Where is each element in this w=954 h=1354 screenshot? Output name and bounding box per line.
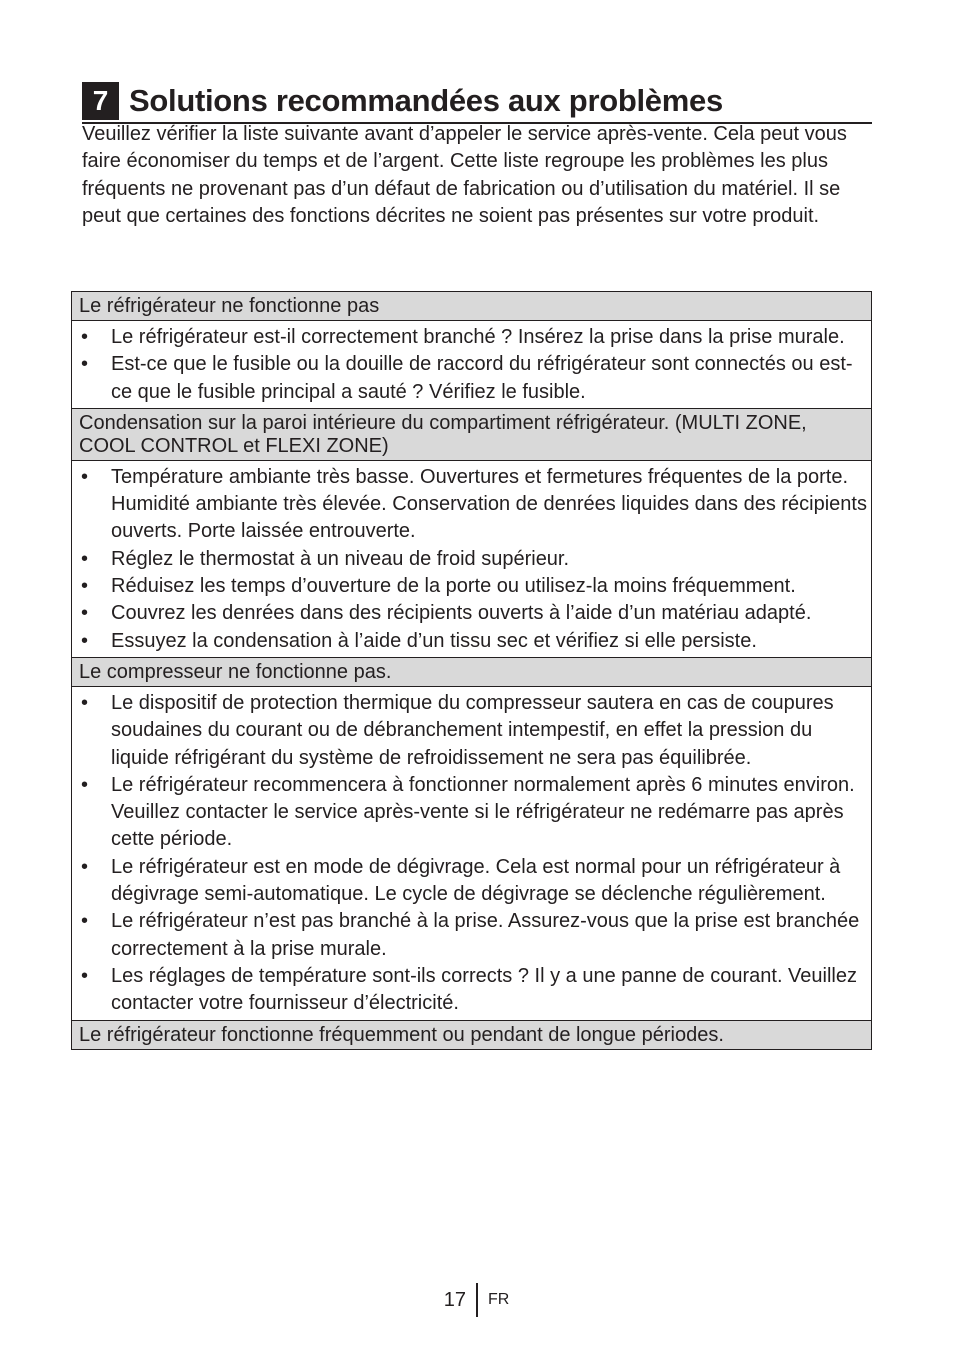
item-text: Température ambiante très basse. Ouvertures et fermetures fréquentes de la porte. Humidité ambiante très élevée. Conservation de denrées liquides dans des récipients ouverts. Porte laissée entrouverte. bbox=[111, 465, 867, 543]
item-text: Le réfrigérateur n’est pas branché à la prise. Assurez-vous que la prise est branchée correctement à la prise murale. bbox=[111, 910, 860, 960]
item-text: Le dispositif de protection thermique du compresseur sautera en cas de coupures soudaines du courant ou de débranchement intempestif, en effet la pression du liquide réfrigérant du système de refroidissement ne sera pas équilibrée. bbox=[111, 691, 834, 769]
section-header: Le réfrigérateur fonctionne fréquemment ou pendant de longue périodes. bbox=[72, 1021, 871, 1050]
bullet: • bbox=[81, 575, 89, 598]
list-item bbox=[72, 854, 871, 909]
footer-divider bbox=[476, 1283, 478, 1317]
item-text: Essuyez la condensation à l’aide d’un tissu sec et vérifiez si elle persiste. bbox=[111, 629, 757, 652]
page-footer bbox=[0, 1283, 954, 1317]
item-text: Le réfrigérateur est-il correctement branché ? Insérez la prise dans la prise murale. bbox=[111, 326, 845, 348]
item-text: Le réfrigérateur est en mode de dégivrage. Cela est normal pour un réfrigérateur à dégivrage semi-automatique. Le cycle de dégivrage se déclenche régulièrement. bbox=[111, 855, 841, 906]
list-item bbox=[72, 546, 871, 573]
item-text: Réduisez les temps d’ouverture de la porte ou utilisez-la moins fréquemment. bbox=[111, 575, 796, 598]
language-code: FR bbox=[488, 1291, 510, 1308]
bullet: • bbox=[81, 910, 89, 933]
bullet: • bbox=[81, 465, 89, 488]
list-item bbox=[72, 573, 871, 600]
list-item bbox=[72, 963, 871, 1018]
bullet: • bbox=[81, 353, 89, 376]
section-header: Le réfrigérateur ne fonctionne pas bbox=[72, 292, 871, 321]
list-item bbox=[72, 464, 871, 546]
list-item bbox=[72, 324, 871, 351]
section-body bbox=[72, 321, 871, 409]
bullet: • bbox=[81, 964, 89, 987]
bullet: • bbox=[81, 691, 89, 714]
item-text: Couvrez les denrées dans des récipients ouverts à l’aide d’un matériau adapté. bbox=[111, 602, 812, 625]
page-number: 17 bbox=[443, 1288, 466, 1311]
section-header: Condensation sur la paroi intérieure du compartiment réfrigérateur. (MULTI ZONE, COOL CONTROL et FLEXI ZONE) bbox=[72, 409, 871, 461]
bullet: • bbox=[81, 547, 89, 570]
chapter-heading bbox=[82, 80, 872, 124]
bullet: • bbox=[81, 773, 89, 796]
item-text: Est-ce que le fusible ou la douille de raccord du réfrigérateur sont connectés ou est-ce que le fusible principal a sauté ? Vérifiez le fusible. bbox=[111, 353, 853, 403]
section-body bbox=[72, 687, 871, 1021]
list-item bbox=[72, 908, 871, 963]
item-text: Réglez le thermostat à un niveau de froid supérieur. bbox=[111, 547, 570, 570]
item-text: Les réglages de température sont-ils corrects ? Il y a une panne de courant. Veuillez contacter votre fournisseur d’électricité. bbox=[111, 964, 857, 1015]
list-item bbox=[72, 351, 871, 406]
bullet: • bbox=[81, 855, 89, 878]
list-item bbox=[72, 600, 871, 627]
bullet: • bbox=[81, 602, 89, 625]
intro-paragraph: Veuillez vérifier la liste suivante avant d’appeler le service après-vente. Cela peut vous faire économiser du temps et de l’argent. Cette liste regroupe les problèmes les plus fréquents ne provenant pas d’un défaut de fabrication ou d’utilisation du matériel. Il se peut que certaines des fonctions décrites ne soient pas présentes sur votre produit. bbox=[82, 123, 847, 227]
troubleshooting-table bbox=[71, 291, 872, 1050]
list-item bbox=[72, 690, 871, 772]
bullet: • bbox=[81, 629, 89, 652]
list-item bbox=[72, 772, 871, 854]
chapter-title: Solutions recommandées aux problèmes bbox=[129, 83, 723, 118]
chapter-number: 7 bbox=[82, 82, 119, 120]
section-body bbox=[72, 461, 871, 658]
bullet: • bbox=[81, 326, 89, 348]
section-header: Le compresseur ne fonctionne pas. bbox=[72, 658, 871, 687]
list-item bbox=[72, 628, 871, 655]
item-text: Le réfrigérateur recommencera à fonctionner normalement après 6 minutes environ. Veuillez contacter le service après-vente si le réfrigérateur ne redémarre pas après cette période. bbox=[111, 773, 855, 851]
